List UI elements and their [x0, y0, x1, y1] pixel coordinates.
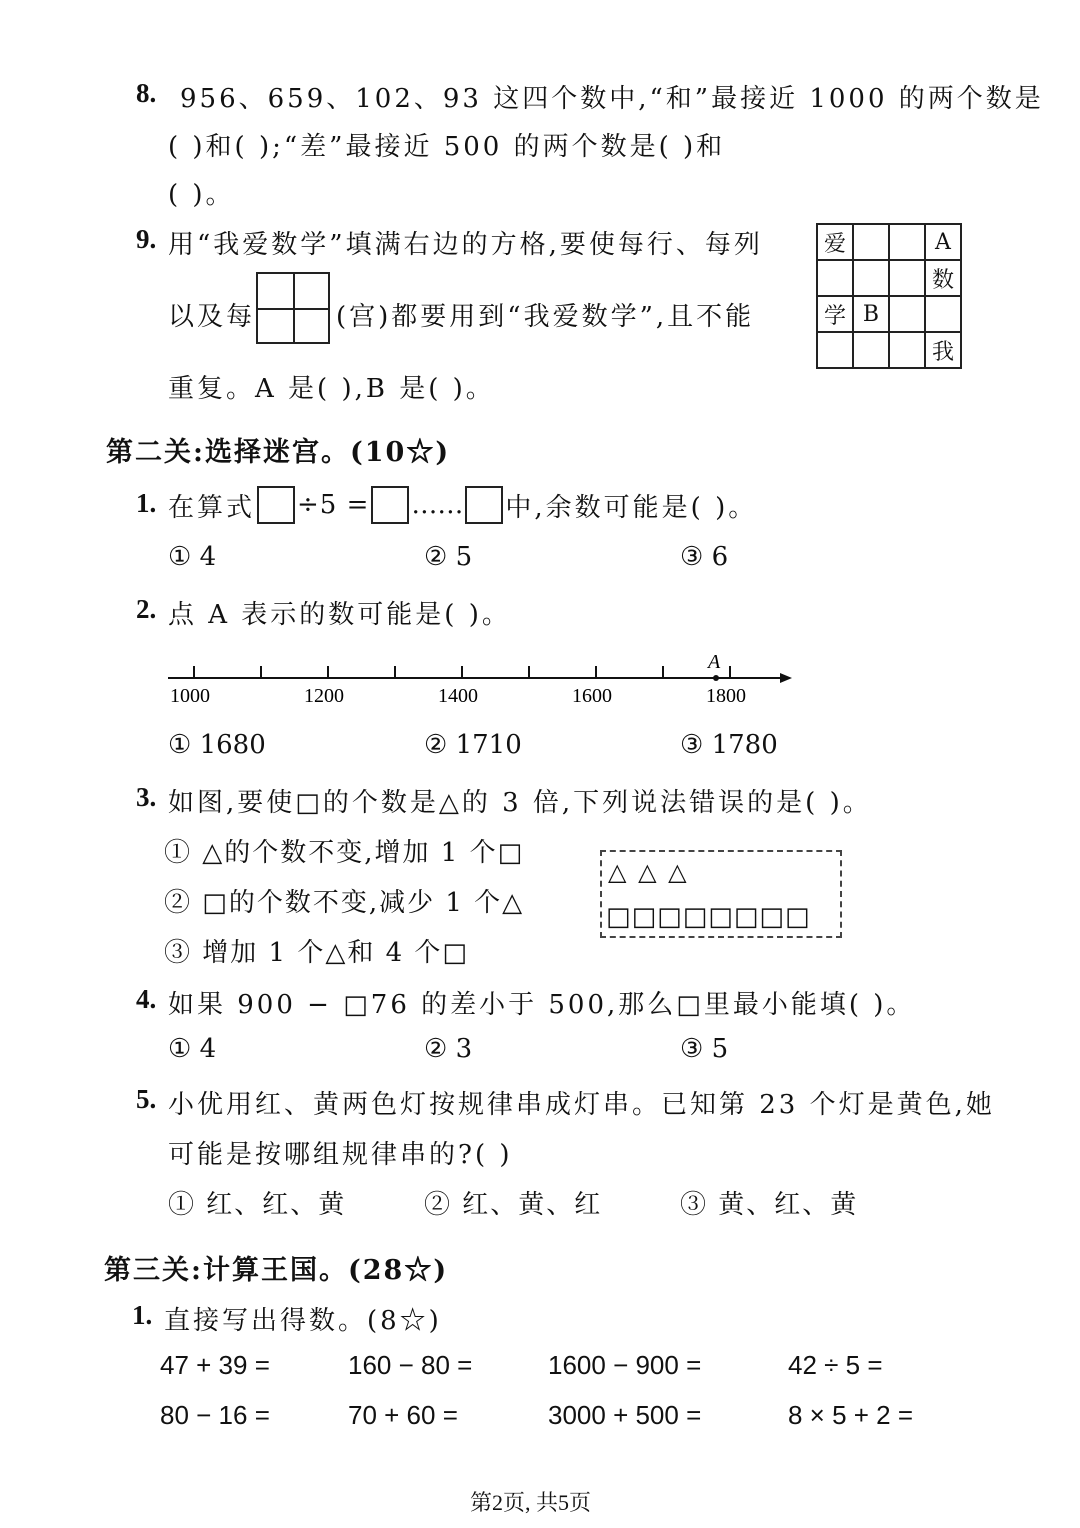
- s2q1-option-3[interactable]: ③ 6: [680, 542, 729, 572]
- grid-cell[interactable]: [925, 296, 961, 332]
- s2q4-option-3[interactable]: ③ 5: [680, 1034, 729, 1064]
- grid-cell[interactable]: 我: [925, 332, 961, 368]
- s2q1-dots: ……: [411, 490, 464, 520]
- page-footer: 第2页, 共5页: [470, 1490, 592, 1515]
- grid-cell[interactable]: B: [853, 296, 889, 332]
- s2q2-option-3[interactable]: ③ 1780: [680, 730, 778, 760]
- point-a: [713, 675, 719, 681]
- s2q5-line2: 可能是按哪组规律串的?( ): [168, 1140, 513, 1170]
- grid-cell[interactable]: 数: [925, 260, 961, 296]
- tick-label-1800: 1800: [706, 685, 746, 707]
- number-line-arrow: [780, 673, 792, 683]
- calc-r1-c1: 47 + 39 =: [160, 1350, 270, 1380]
- calc-r1-c2: 160 − 80 =: [348, 1350, 473, 1380]
- s2q3-option-1[interactable]: ① △的个数不变,增加 1 个□: [164, 838, 525, 868]
- s2q2-text: 点 A 表示的数可能是( )。: [168, 600, 511, 630]
- grid-cell[interactable]: [853, 224, 889, 260]
- grid-cell[interactable]: [853, 260, 889, 296]
- s2q1-option-2[interactable]: ② 5: [424, 542, 473, 572]
- s2q5-option-1[interactable]: ① 红、红、黄: [168, 1190, 347, 1220]
- tick-label-1000: 1000: [170, 685, 210, 707]
- s2q1-div: ÷5 =: [297, 490, 370, 520]
- number-line: [160, 648, 800, 712]
- grid-cell[interactable]: A: [925, 224, 961, 260]
- s2q3-option-2[interactable]: ② □的个数不变,减少 1 个△: [164, 888, 525, 918]
- tick-label-1400: 1400: [438, 685, 478, 707]
- sudoku-grid: [816, 223, 962, 369]
- palace-square-icon: [256, 272, 330, 344]
- q8-number: 8.: [136, 78, 157, 108]
- grid-cell[interactable]: [853, 332, 889, 368]
- dividend-box[interactable]: [257, 486, 295, 524]
- tick-label-1600: 1600: [572, 685, 612, 707]
- triangles-row: △ △ △: [608, 858, 689, 886]
- calc-r2-c1: 80 − 16 =: [160, 1400, 270, 1430]
- s2q2-option-1[interactable]: ① 1680: [168, 730, 266, 760]
- remainder-box[interactable]: [465, 486, 503, 524]
- s2q1-post: 中,余数可能是( )。: [505, 492, 758, 523]
- q9-line2-pre: 以及每: [168, 302, 256, 332]
- s2q5-line1: 小优用红、黄两色灯按规律串成灯串。已知第 23 个灯是黄色,她: [168, 1090, 995, 1120]
- s2q5-number: 5.: [136, 1084, 157, 1114]
- s2q4-option-1[interactable]: ① 4: [168, 1034, 217, 1064]
- tick-label-1200: 1200: [304, 685, 344, 707]
- calc-r2-c2: 70 + 60 =: [348, 1400, 458, 1430]
- s2q1-number: 1.: [136, 488, 157, 518]
- grid-cell[interactable]: [889, 224, 925, 260]
- s2q4-option-2[interactable]: ② 3: [424, 1034, 473, 1064]
- calc-r2-c3: 3000 + 500 =: [548, 1400, 702, 1430]
- s2q4-text: 如果 900 − □76 的差小于 500,那么□里最小能填( )。: [168, 990, 916, 1020]
- s2q3-option-3[interactable]: ③ 增加 1 个△和 4 个□: [164, 938, 469, 968]
- grid-cell[interactable]: [889, 296, 925, 332]
- point-a-label: A: [708, 651, 721, 673]
- grid-cell[interactable]: [889, 260, 925, 296]
- q8-line2: ( )和( );“差”最接近 500 的两个数是( )和: [168, 132, 726, 162]
- s2q1-option-1[interactable]: ① 4: [168, 542, 217, 572]
- grid-cell[interactable]: 爱: [817, 224, 853, 260]
- calc-r1-c3: 1600 − 900 =: [548, 1350, 702, 1380]
- section2-title: 第二关:选择迷宫。(10☆): [106, 437, 451, 468]
- quotient-box[interactable]: [371, 486, 409, 524]
- s2q1-text: [168, 486, 757, 524]
- grid-cell[interactable]: [889, 332, 925, 368]
- s2q5-option-3[interactable]: ③ 黄、红、黄: [680, 1190, 859, 1220]
- s2q2-option-2[interactable]: ② 1710: [424, 730, 522, 760]
- q8-line3: ( )。: [168, 180, 235, 210]
- q9-line2-post: (宫)都要用到“我爱数学”,且不能: [336, 302, 755, 332]
- s3q1-number: 1.: [132, 1300, 153, 1330]
- calc-r2-c4: 8 × 5 + 2 =: [788, 1400, 914, 1430]
- s2q5-option-2[interactable]: ② 红、黄、红: [424, 1190, 603, 1220]
- squares-row: □□□□□□□□: [606, 902, 811, 932]
- grid-cell[interactable]: [817, 260, 853, 296]
- s2q3-text: 如图,要使□的个数是△的 3 倍,下列说法错误的是( )。: [168, 788, 872, 818]
- grid-cell[interactable]: 学: [817, 296, 853, 332]
- s2q4-number: 4.: [136, 984, 157, 1014]
- s2q2-number: 2.: [136, 594, 157, 624]
- q8-line1: 956、659、102、93 这四个数中,“和”最接近 1000 的两个数是: [180, 84, 1044, 114]
- calc-r1-c4: 42 ÷ 5 =: [788, 1350, 883, 1380]
- section3-title: 第三关:计算王国。(28☆): [104, 1255, 449, 1286]
- s3q1-text: 直接写出得数。(8☆): [164, 1306, 442, 1336]
- q9-number: 9.: [136, 224, 157, 254]
- shapes-figure: [600, 850, 842, 938]
- s2q1-pre: 在算式: [168, 492, 256, 523]
- grid-cell[interactable]: [817, 332, 853, 368]
- q9-line1: 用“我爱数学”填满右边的方格,要使每行、每列: [168, 230, 763, 260]
- s2q3-number: 3.: [136, 782, 157, 812]
- q9-line3: 重复。A 是( ),B 是( )。: [168, 374, 495, 404]
